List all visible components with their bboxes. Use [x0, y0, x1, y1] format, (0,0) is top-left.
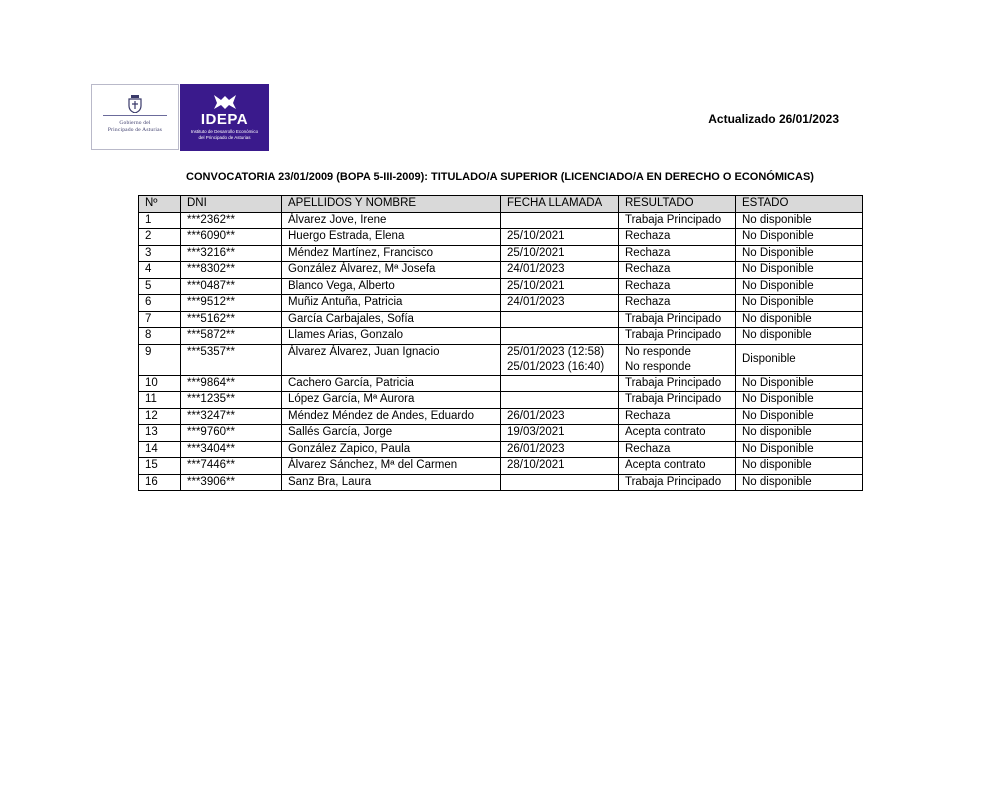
cell-fecha: 24/01/2023	[501, 262, 619, 279]
col-header-dni: DNI	[181, 196, 282, 213]
cell-resultado: Trabaja Principado	[619, 474, 736, 491]
coat-of-arms-icon	[128, 95, 142, 113]
table-row	[139, 311, 863, 328]
cell-name: Méndez Méndez de Andes, Eduardo	[282, 408, 501, 425]
cell-n: 15	[139, 458, 181, 475]
cell-fecha: 25/10/2021	[501, 278, 619, 295]
cell-estado: No disponible	[736, 458, 863, 475]
table-row	[139, 295, 863, 312]
cell-n: 2	[139, 229, 181, 246]
cell-estado: No disponible	[736, 425, 863, 442]
cell-fecha	[501, 392, 619, 409]
logo-divider	[103, 115, 167, 116]
cell-resultado-line: No responde	[625, 345, 691, 358]
cell-name: García Carbajales, Sofía	[282, 311, 501, 328]
cell-dni: ***7446**	[181, 458, 282, 475]
cell-fecha: 28/10/2021	[501, 458, 619, 475]
cell-resultado: Rechaza	[619, 262, 736, 279]
cell-resultado-line: No responde	[625, 360, 691, 373]
cell-dni: ***3404**	[181, 441, 282, 458]
table-row	[139, 212, 863, 229]
gov-logo-text-2: Principado de Asturias	[107, 126, 163, 133]
cell-name: González Álvarez, Mª Josefa	[282, 262, 501, 279]
cell-estado: No disponible	[736, 212, 863, 229]
cell-dni: ***6090**	[181, 229, 282, 246]
cell-resultado: Trabaja Principado	[619, 311, 736, 328]
cell-resultado	[619, 344, 736, 375]
cell-resultado: Rechaza	[619, 278, 736, 295]
cell-fecha	[501, 328, 619, 345]
cell-name: Sallés García, Jorge	[282, 425, 501, 442]
candidates-table	[138, 195, 863, 491]
idepa-logo-text: IDEPA	[200, 111, 249, 128]
cell-fecha	[501, 212, 619, 229]
cell-name: Álvarez Álvarez, Juan Ignacio	[282, 344, 501, 375]
cell-dni: ***9864**	[181, 375, 282, 392]
cell-fecha: 26/01/2023	[501, 441, 619, 458]
cell-name: González Zapico, Paula	[282, 441, 501, 458]
idepa-emblem-icon	[213, 93, 237, 111]
cell-n: 10	[139, 375, 181, 392]
cell-estado: No Disponible	[736, 392, 863, 409]
table-row	[139, 344, 863, 375]
cell-fecha	[501, 375, 619, 392]
cell-resultado: Rechaza	[619, 229, 736, 246]
cell-estado: No Disponible	[736, 229, 863, 246]
cell-resultado: Acepta contrato	[619, 425, 736, 442]
cell-n: 4	[139, 262, 181, 279]
cell-dni: ***3247**	[181, 408, 282, 425]
cell-n: 14	[139, 441, 181, 458]
cell-estado: No Disponible	[736, 408, 863, 425]
cell-n: 13	[139, 425, 181, 442]
cell-dni: ***1235**	[181, 392, 282, 409]
cell-fecha	[501, 474, 619, 491]
table-row	[139, 229, 863, 246]
cell-fecha	[501, 344, 619, 375]
cell-resultado: Trabaja Principado	[619, 212, 736, 229]
cell-n: 3	[139, 245, 181, 262]
table-row	[139, 458, 863, 475]
table-row	[139, 375, 863, 392]
cell-resultado: Trabaja Principado	[619, 375, 736, 392]
cell-estado: No disponible	[736, 328, 863, 345]
table-row	[139, 474, 863, 491]
cell-resultado: Rechaza	[619, 441, 736, 458]
cell-name: Álvarez Sánchez, Mª del Carmen	[282, 458, 501, 475]
cell-fecha: 24/01/2023	[501, 295, 619, 312]
table-row	[139, 425, 863, 442]
cell-estado: No Disponible	[736, 375, 863, 392]
cell-resultado: Acepta contrato	[619, 458, 736, 475]
cell-name: Llames Arias, Gonzalo	[282, 328, 501, 345]
cell-dni: ***5872**	[181, 328, 282, 345]
cell-resultado: Trabaja Principado	[619, 392, 736, 409]
table-row	[139, 262, 863, 279]
cell-estado: Disponible	[736, 344, 863, 375]
updated-date: Actualizado 26/01/2023	[708, 112, 839, 126]
table-row	[139, 278, 863, 295]
document-title: CONVOCATORIA 23/01/2009 (BOPA 5-III-2009): TITULADO/A SUPERIOR (LICENCIADO/A EN DERECHO O ECONÓMICAS)	[186, 171, 814, 183]
cell-dni: ***0487**	[181, 278, 282, 295]
cell-fecha: 19/03/2021	[501, 425, 619, 442]
cell-fecha: 25/10/2021	[501, 245, 619, 262]
cell-n: 6	[139, 295, 181, 312]
idepa-logo-subtitle-1: Instituto de Desarrollo Económico	[190, 129, 259, 134]
idepa-logo-subtitle-2: del Principado de Asturias	[198, 134, 251, 140]
table-row	[139, 408, 863, 425]
cell-name: Álvarez Jove, Irene	[282, 212, 501, 229]
cell-dni: ***5162**	[181, 311, 282, 328]
table-row	[139, 328, 863, 345]
cell-dni: ***9760**	[181, 425, 282, 442]
cell-estado: No Disponible	[736, 441, 863, 458]
cell-n: 1	[139, 212, 181, 229]
cell-n: 11	[139, 392, 181, 409]
cell-resultado: Rechaza	[619, 295, 736, 312]
cell-dni: ***9512**	[181, 295, 282, 312]
cell-estado: No Disponible	[736, 262, 863, 279]
col-header-estado: ESTADO	[736, 196, 863, 213]
cell-estado: No disponible	[736, 311, 863, 328]
col-header-name: APELLIDOS Y NOMBRE	[282, 196, 501, 213]
table-header-row	[139, 196, 863, 213]
idepa-logo	[180, 84, 269, 151]
cell-estado: No disponible	[736, 474, 863, 491]
cell-resultado: Rechaza	[619, 408, 736, 425]
gobierno-asturias-logo	[91, 84, 179, 150]
cell-name: Blanco Vega, Alberto	[282, 278, 501, 295]
cell-fecha-line: 25/01/2023 (16:40)	[507, 360, 605, 373]
col-header-fecha: FECHA LLAMADA	[501, 196, 619, 213]
cell-name: Méndez Martínez, Francisco	[282, 245, 501, 262]
table-row	[139, 392, 863, 409]
table-row	[139, 441, 863, 458]
col-header-n: Nº	[139, 196, 181, 213]
cell-estado: No Disponible	[736, 278, 863, 295]
cell-fecha-line: 25/01/2023 (12:58)	[507, 345, 605, 358]
cell-resultado: Rechaza	[619, 245, 736, 262]
table-row	[139, 245, 863, 262]
cell-dni: ***3216**	[181, 245, 282, 262]
cell-n: 9	[139, 344, 181, 375]
cell-dni: ***2362**	[181, 212, 282, 229]
cell-n: 8	[139, 328, 181, 345]
cell-name: Huergo Estrada, Elena	[282, 229, 501, 246]
cell-dni: ***8302**	[181, 262, 282, 279]
cell-n: 12	[139, 408, 181, 425]
cell-estado: No Disponible	[736, 295, 863, 312]
gov-logo-text-1: Gobierno del	[119, 120, 151, 126]
cell-fecha	[501, 311, 619, 328]
cell-fecha: 25/10/2021	[501, 229, 619, 246]
cell-name: Muñiz Antuña, Patricia	[282, 295, 501, 312]
cell-name: Cachero García, Patricia	[282, 375, 501, 392]
cell-resultado: Trabaja Principado	[619, 328, 736, 345]
cell-dni: ***3906**	[181, 474, 282, 491]
cell-name: López García, Mª Aurora	[282, 392, 501, 409]
cell-estado: No Disponible	[736, 245, 863, 262]
cell-n: 5	[139, 278, 181, 295]
cell-name: Sanz Bra, Laura	[282, 474, 501, 491]
cell-fecha: 26/01/2023	[501, 408, 619, 425]
cell-n: 16	[139, 474, 181, 491]
cell-dni: ***5357**	[181, 344, 282, 375]
col-header-resultado: RESULTADO	[619, 196, 736, 213]
cell-n: 7	[139, 311, 181, 328]
